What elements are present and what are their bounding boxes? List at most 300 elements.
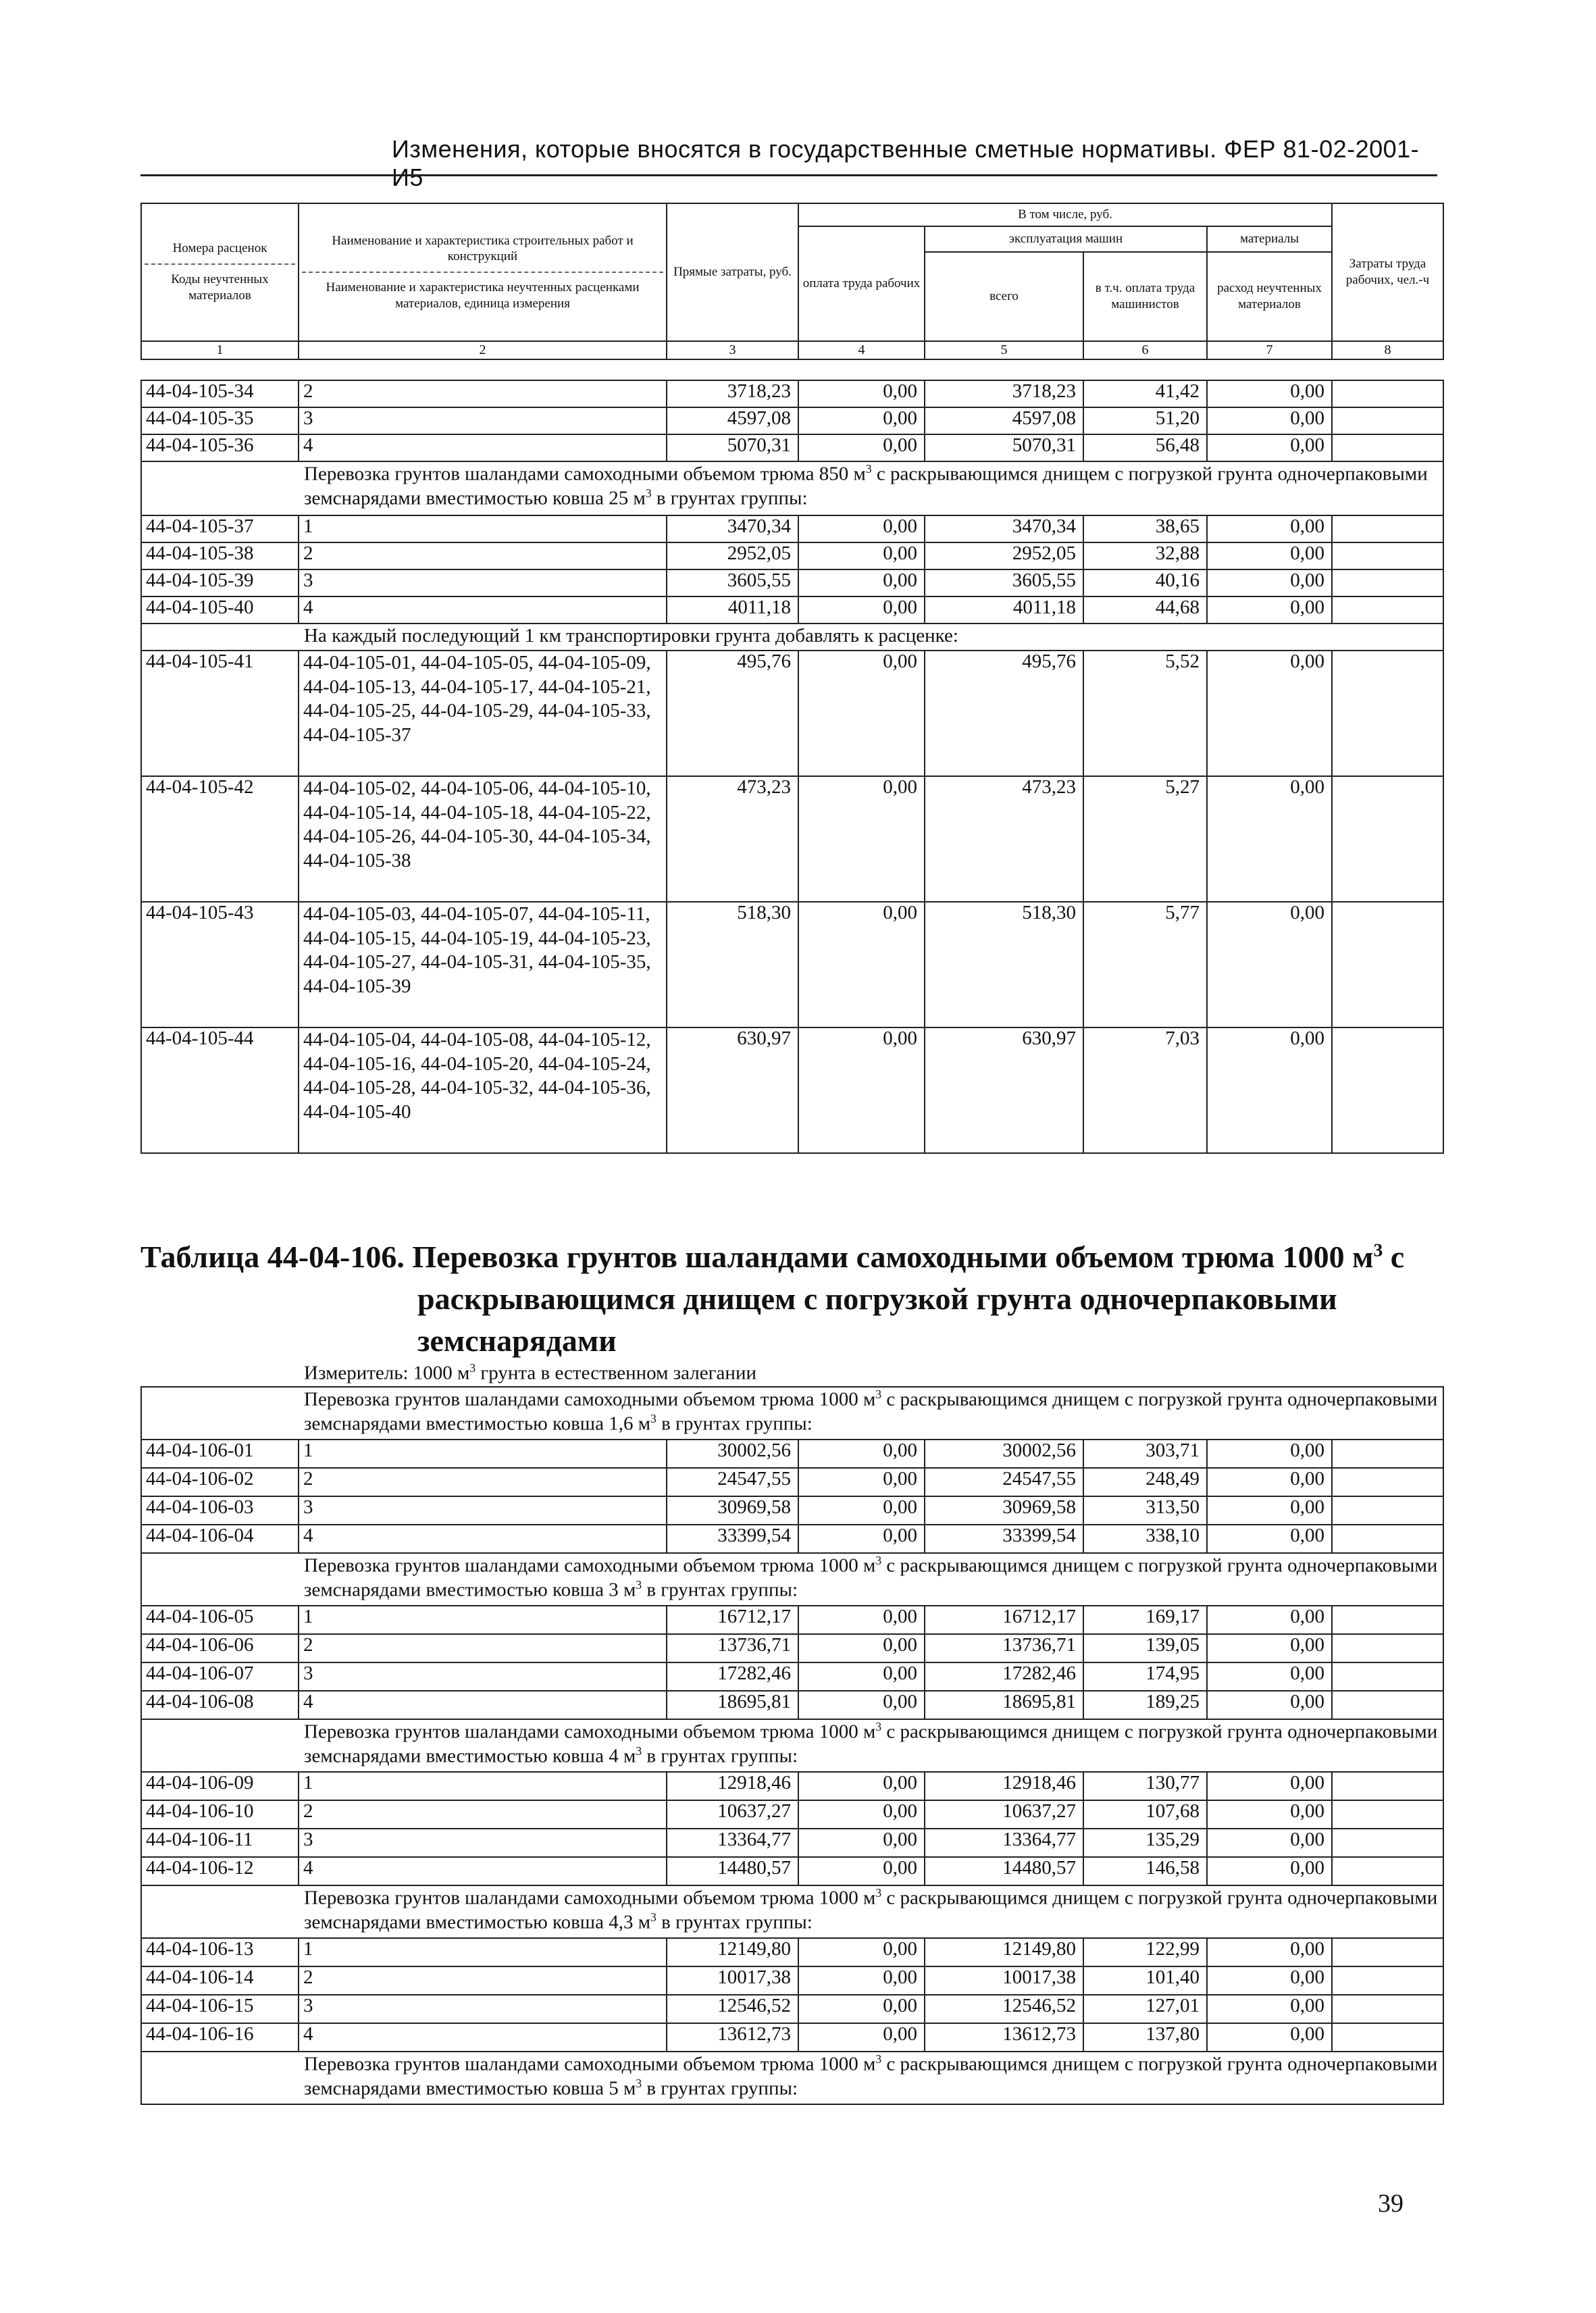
header-including: В том числе, руб. [798, 203, 1332, 226]
note-text-c: в грунтах группы: [642, 2077, 798, 2100]
direct-cost-cell: 518,30 [667, 902, 798, 1027]
rate-code-cell: 44-04-106-06 [141, 1634, 299, 1662]
labor-pay-cell: 0,00 [798, 1829, 925, 1857]
machinists-pay-cell: 135,29 [1083, 1829, 1207, 1857]
labor-pay-cell: 0,00 [798, 1634, 925, 1662]
note-text-a: Перевозка грунтов шаландами самоходными объемом трюма 1000 м [304, 1554, 876, 1577]
machinists-pay-cell: 122,99 [1083, 1938, 1207, 1966]
materials-cell: 0,00 [1207, 776, 1332, 902]
note-text-a: Перевозка грунтов шаландами самоходными объемом трюма 1000 м [304, 2053, 876, 2075]
rate-code-cell: 44-04-106-07 [141, 1662, 299, 1691]
worker-labor-cell [1332, 1606, 1443, 1634]
machines-total-cell: 14480,57 [925, 1857, 1083, 1885]
note-text-a: Перевозка грунтов шаландами самоходными объемом трюма 1000 м [304, 1887, 876, 1909]
machinists-pay-cell: 137,80 [1083, 2023, 1207, 2052]
direct-cost-cell: 12918,46 [667, 1772, 798, 1800]
labor-pay-cell: 0,00 [798, 515, 925, 542]
upper-data-table [140, 380, 1444, 1154]
machinists-pay-cell: 44,68 [1083, 596, 1207, 624]
group-note [141, 624, 1443, 651]
superscript: 3 [469, 1361, 476, 1375]
col-number-2: 2 [299, 341, 667, 359]
machines-total-cell: 13736,71 [925, 1634, 1083, 1662]
table-row [141, 569, 1443, 596]
superscript: 3 [1373, 1239, 1383, 1261]
rate-code-cell: 44-04-106-03 [141, 1496, 299, 1525]
superscript: 3 [875, 1720, 882, 1733]
col-number-1: 1 [141, 341, 299, 359]
machines-total-cell: 30969,58 [925, 1496, 1083, 1525]
name-cell: 4 [299, 1525, 667, 1553]
machines-total-cell: 10017,38 [925, 1966, 1083, 1995]
col-number-7: 7 [1207, 341, 1332, 359]
note-text-a: Перевозка грунтов шаландами самоходными объемом трюма 1000 м [304, 1721, 876, 1743]
machines-total-cell: 3470,34 [925, 515, 1083, 542]
machines-total-cell: 630,97 [925, 1027, 1083, 1153]
labor-pay-cell: 0,00 [798, 902, 925, 1027]
machines-total-cell: 518,30 [925, 902, 1083, 1027]
direct-cost-cell: 17282,46 [667, 1662, 798, 1691]
machinists-pay-cell: 127,01 [1083, 1995, 1207, 2023]
table-row [141, 380, 1443, 407]
labor-pay-cell: 0,00 [798, 434, 925, 461]
rate-code-cell: 44-04-105-35 [141, 407, 299, 434]
machines-total-cell: 33399,54 [925, 1525, 1083, 1553]
name-cell: 2 [299, 380, 667, 407]
table-106-title [140, 1236, 1444, 1362]
materials-cell: 0,00 [1207, 1995, 1332, 2023]
machines-total-cell: 12149,80 [925, 1938, 1083, 1966]
direct-cost-cell: 16712,17 [667, 1606, 798, 1634]
materials-cell: 0,00 [1207, 1857, 1332, 1885]
machines-total-cell: 30002,56 [925, 1440, 1083, 1468]
rate-code-cell: 44-04-106-08 [141, 1691, 299, 1719]
name-cell: 3 [299, 1662, 667, 1691]
materials-cell: 0,00 [1207, 1829, 1332, 1857]
note-text-a: Перевозка грунтов шаландами самоходными объемом трюма 1000 м [304, 1388, 876, 1410]
materials-cell: 0,00 [1207, 1800, 1332, 1829]
direct-cost-cell: 12149,80 [667, 1938, 798, 1966]
machines-total-cell: 4597,08 [925, 407, 1083, 434]
rate-code-cell: 44-04-105-37 [141, 515, 299, 542]
rate-code-cell: 44-04-106-15 [141, 1995, 299, 2023]
direct-cost-cell: 30002,56 [667, 1440, 798, 1468]
group-note-row [141, 1553, 1443, 1606]
materials-cell: 0,00 [1207, 1662, 1332, 1691]
note-text-b: с раскрывающимся днищем с погрузкой грунта одночерпаковыми земснарядами вместимостью ковша 1,6 м [304, 1388, 1438, 1435]
name-cell: 44-04-105-03, 44-04-105-07, 44-04-105-11, 44-04-105-15, 44-04-105-19, 44-04-105-23, 44-04-105-27, 44-04-105-31, 44-04-105-35, 44-04-105-39 [299, 902, 667, 1027]
name-cell: 4 [299, 596, 667, 624]
direct-cost-cell: 13364,77 [667, 1829, 798, 1857]
worker-labor-cell [1332, 902, 1443, 1027]
superscript: 3 [636, 2077, 642, 2091]
rate-code-cell: 44-04-106-12 [141, 1857, 299, 1885]
name-cell: 1 [299, 1440, 667, 1468]
superscript: 3 [875, 1554, 882, 1567]
worker-labor-cell [1332, 1772, 1443, 1800]
rate-code-cell: 44-04-106-02 [141, 1468, 299, 1496]
measure-text-b: грунта в естественном залегании [475, 1362, 756, 1384]
worker-labor-cell [1332, 596, 1443, 624]
labor-pay-cell: 0,00 [798, 1440, 925, 1468]
materials-cell: 0,00 [1207, 1468, 1332, 1496]
labor-pay-cell: 0,00 [798, 1027, 925, 1153]
table-row [141, 1496, 1443, 1525]
table-row [141, 1662, 1443, 1691]
machinists-pay-cell: 5,77 [1083, 902, 1207, 1027]
materials-cell: 0,00 [1207, 434, 1332, 461]
name-cell: 44-04-105-04, 44-04-105-08, 44-04-105-12, 44-04-105-16, 44-04-105-20, 44-04-105-24, 44-04-105-28, 44-04-105-32, 44-04-105-36, 44-04-105-40 [299, 1027, 667, 1153]
machines-total-cell: 18695,81 [925, 1691, 1083, 1719]
machines-total-cell: 24547,55 [925, 1468, 1083, 1496]
table-row [141, 1606, 1443, 1634]
labor-pay-cell: 0,00 [798, 1800, 925, 1829]
machinists-pay-cell: 38,65 [1083, 515, 1207, 542]
machines-total-cell: 17282,46 [925, 1662, 1083, 1691]
rate-code-cell: 44-04-105-40 [141, 596, 299, 624]
machinists-pay-cell: 7,03 [1083, 1027, 1207, 1153]
worker-labor-cell [1332, 776, 1443, 902]
labor-pay-cell: 0,00 [798, 651, 925, 776]
materials-cell: 0,00 [1207, 1440, 1332, 1468]
worker-labor-cell [1332, 1800, 1443, 1829]
table-title-line3: земснарядами [417, 1323, 617, 1358]
machines-total-cell: 495,76 [925, 651, 1083, 776]
table-row [141, 515, 1443, 542]
worker-labor-cell [1332, 407, 1443, 434]
worker-labor-cell [1332, 1634, 1443, 1662]
table-title-line1-end: с [1383, 1240, 1405, 1274]
header-labor-pay: оплата труда рабочих [798, 226, 925, 341]
labor-pay-cell: 0,00 [798, 542, 925, 569]
name-cell: 44-04-105-01, 44-04-105-05, 44-04-105-09, 44-04-105-13, 44-04-105-17, 44-04-105-21, 44-04-105-25, 44-04-105-29, 44-04-105-33, 44-04-105-37 [299, 651, 667, 776]
rate-code-cell: 44-04-105-36 [141, 434, 299, 461]
direct-cost-cell: 14480,57 [667, 1857, 798, 1885]
group-note [141, 1719, 1443, 1772]
table-106-data [140, 1386, 1444, 2105]
superscript: 3 [875, 2052, 882, 2066]
labor-pay-cell: 0,00 [798, 596, 925, 624]
page-number: 39 [1378, 2189, 1404, 2218]
worker-labor-cell [1332, 1027, 1443, 1153]
name-cell: 1 [299, 1606, 667, 1634]
materials-cell: 0,00 [1207, 1772, 1332, 1800]
machines-total-cell: 4011,18 [925, 596, 1083, 624]
machinists-pay-cell: 146,58 [1083, 1857, 1207, 1885]
group-note-row [141, 461, 1443, 515]
header-unaccounted-materials: расход неучтенных материалов [1207, 252, 1332, 341]
group-note [141, 2052, 1443, 2104]
header-machines: эксплуатация машин [925, 226, 1207, 252]
superscript: 3 [636, 1578, 642, 1592]
table-row [141, 902, 1443, 1027]
rate-code-cell: 44-04-106-04 [141, 1525, 299, 1553]
name-cell: 4 [299, 1691, 667, 1719]
worker-labor-cell [1332, 1496, 1443, 1525]
table-row [141, 407, 1443, 434]
header-names-bottom: Наименование и характеристика неучтенных расценками материалов, единица измерения [326, 280, 640, 311]
superscript: 3 [645, 486, 652, 501]
name-cell: 1 [299, 1772, 667, 1800]
group-note [141, 1387, 1443, 1440]
group-note [141, 1553, 1443, 1606]
table-row [141, 1938, 1443, 1966]
labor-pay-cell: 0,00 [798, 1525, 925, 1553]
header-machines-total: всего [925, 252, 1083, 341]
table-row [141, 596, 1443, 624]
materials-cell: 0,00 [1207, 596, 1332, 624]
name-cell: 3 [299, 1829, 667, 1857]
direct-cost-cell: 630,97 [667, 1027, 798, 1153]
direct-cost-cell: 10637,27 [667, 1800, 798, 1829]
direct-cost-cell: 33399,54 [667, 1525, 798, 1553]
machinists-pay-cell: 107,68 [1083, 1800, 1207, 1829]
note-text-b: с раскрывающимся днищем с погрузкой грунта одночерпаковыми земснарядами вместимостью ковша 3 м [304, 1554, 1438, 1601]
machines-total-cell: 12918,46 [925, 1772, 1083, 1800]
name-cell: 2 [299, 542, 667, 569]
machines-total-cell: 16712,17 [925, 1606, 1083, 1634]
worker-labor-cell [1332, 651, 1443, 776]
col-number-3: 3 [667, 341, 798, 359]
direct-cost-cell: 24547,55 [667, 1468, 798, 1496]
worker-labor-cell [1332, 1468, 1443, 1496]
direct-cost-cell: 10017,38 [667, 1966, 798, 1995]
table-row [141, 1027, 1443, 1153]
group-note [141, 461, 1443, 515]
note-text-b: с раскрывающимся днищем с погрузкой грунта одночерпаковыми земснарядами вместимостью ковша 5 м [304, 2053, 1438, 2100]
table-row [141, 1634, 1443, 1662]
machinists-pay-cell: 32,88 [1083, 542, 1207, 569]
materials-cell: 0,00 [1207, 651, 1332, 776]
worker-labor-cell [1332, 434, 1443, 461]
worker-labor-cell [1332, 1857, 1443, 1885]
machinists-pay-cell: 248,49 [1083, 1468, 1207, 1496]
machinists-pay-cell: 189,25 [1083, 1691, 1207, 1719]
table-title-line1: Таблица 44-04-106. Перевозка грунтов шаландами самоходными объемом трюма 1000 м [140, 1240, 1374, 1274]
superscript: 3 [650, 1412, 657, 1426]
labor-pay-cell: 0,00 [798, 1691, 925, 1719]
group-note [141, 1885, 1443, 1938]
rate-code-cell: 44-04-105-38 [141, 542, 299, 569]
worker-labor-cell [1332, 1440, 1443, 1468]
materials-cell: 0,00 [1207, 1938, 1332, 1966]
labor-pay-cell: 0,00 [798, 1966, 925, 1995]
machinists-pay-cell: 169,17 [1083, 1606, 1207, 1634]
note-text-c: в грунтах группы: [651, 487, 808, 509]
worker-labor-cell [1332, 1938, 1443, 1966]
direct-cost-cell: 2952,05 [667, 542, 798, 569]
machinists-pay-cell: 5,27 [1083, 776, 1207, 902]
rate-code-cell: 44-04-106-14 [141, 1966, 299, 1995]
table-row [141, 1829, 1443, 1857]
materials-cell: 0,00 [1207, 1496, 1332, 1525]
rate-code-cell: 44-04-105-39 [141, 569, 299, 596]
note-text-a: На каждый последующий 1 км транспортировки грунта добавлять к расценке: [304, 625, 958, 646]
labor-pay-cell: 0,00 [798, 1606, 925, 1634]
rate-code-cell: 44-04-105-43 [141, 902, 299, 1027]
header-names [299, 203, 667, 341]
labor-pay-cell: 0,00 [798, 1468, 925, 1496]
machinists-pay-cell: 130,77 [1083, 1772, 1207, 1800]
name-cell: 1 [299, 515, 667, 542]
direct-cost-cell: 473,23 [667, 776, 798, 902]
worker-labor-cell [1332, 569, 1443, 596]
materials-cell: 0,00 [1207, 1691, 1332, 1719]
table-row [141, 434, 1443, 461]
worker-labor-cell [1332, 542, 1443, 569]
direct-cost-cell: 3718,23 [667, 380, 798, 407]
worker-labor-cell [1332, 515, 1443, 542]
measure-text-a: Измеритель: 1000 м [304, 1362, 470, 1384]
labor-pay-cell: 0,00 [798, 407, 925, 434]
group-note-row [141, 1387, 1443, 1440]
page-header-title: Изменения, которые вносятся в государственные сметные нормативы. ФЕР 81-02-2001-И5 [392, 135, 1420, 191]
worker-labor-cell [1332, 380, 1443, 407]
note-text-b: с раскрывающимся днищем с погрузкой грунта одночерпаковыми земснарядами вместимостью ковша 4,3 м [304, 1887, 1438, 1933]
header-worker-labor: Затраты труда рабочих, чел.-ч [1332, 203, 1443, 341]
direct-cost-cell: 13612,73 [667, 2023, 798, 2052]
materials-cell: 0,00 [1207, 515, 1332, 542]
machinists-pay-cell: 303,71 [1083, 1440, 1207, 1468]
rate-code-cell: 44-04-105-44 [141, 1027, 299, 1153]
header-materials: материалы [1207, 226, 1332, 252]
machinists-pay-cell: 139,05 [1083, 1634, 1207, 1662]
machines-total-cell: 3605,55 [925, 569, 1083, 596]
rate-code-cell: 44-04-106-13 [141, 1938, 299, 1966]
table-row [141, 1468, 1443, 1496]
machinists-pay-cell: 101,40 [1083, 1966, 1207, 1995]
note-text-c: в грунтах группы: [642, 1579, 798, 1601]
name-cell: 44-04-105-02, 44-04-105-06, 44-04-105-10, 44-04-105-14, 44-04-105-18, 44-04-105-22, 44-04-105-26, 44-04-105-30, 44-04-105-34, 44-04-105-38 [299, 776, 667, 902]
machines-total-cell: 3718,23 [925, 380, 1083, 407]
table-row [141, 776, 1443, 902]
direct-cost-cell: 18695,81 [667, 1691, 798, 1719]
header-rule [140, 174, 1437, 176]
table-row [141, 1966, 1443, 1995]
materials-cell: 0,00 [1207, 902, 1332, 1027]
measure-unit [304, 1361, 756, 1385]
header-codes-top: Номера расценок [172, 241, 267, 256]
col-number-8: 8 [1332, 341, 1443, 359]
machines-total-cell: 2952,05 [925, 542, 1083, 569]
labor-pay-cell: 0,00 [798, 1496, 925, 1525]
worker-labor-cell [1332, 1995, 1443, 2023]
labor-pay-cell: 0,00 [798, 1662, 925, 1691]
superscript: 3 [875, 1886, 882, 1900]
rate-code-cell: 44-04-106-16 [141, 2023, 299, 2052]
direct-cost-cell: 12546,52 [667, 1995, 798, 2023]
note-text-a: Перевозка грунтов шаландами самоходными объемом трюма 850 м [304, 463, 866, 485]
name-cell: 3 [299, 569, 667, 596]
name-cell: 4 [299, 434, 667, 461]
labor-pay-cell: 0,00 [798, 1772, 925, 1800]
worker-labor-cell [1332, 2023, 1443, 2052]
machinists-pay-cell: 5,52 [1083, 651, 1207, 776]
rate-code-cell: 44-04-106-10 [141, 1800, 299, 1829]
name-cell: 3 [299, 407, 667, 434]
materials-cell: 0,00 [1207, 542, 1332, 569]
direct-cost-cell: 5070,31 [667, 434, 798, 461]
header-direct-costs: Прямые затраты, руб. [667, 203, 798, 341]
labor-pay-cell: 0,00 [798, 1995, 925, 2023]
rate-code-cell: 44-04-106-09 [141, 1772, 299, 1800]
materials-cell: 0,00 [1207, 1606, 1332, 1634]
labor-pay-cell: 0,00 [798, 1938, 925, 1966]
worker-labor-cell [1332, 1662, 1443, 1691]
column-header-table [140, 203, 1444, 360]
machinists-pay-cell: 51,20 [1083, 407, 1207, 434]
materials-cell: 0,00 [1207, 569, 1332, 596]
note-text-c: в грунтах группы: [656, 1911, 813, 1933]
note-text-b: с раскрывающимся днищем с погрузкой грунта одночерпаковыми земснарядами вместимостью ковша 25 м [304, 463, 1428, 509]
direct-cost-cell: 4597,08 [667, 407, 798, 434]
machinists-pay-cell: 174,95 [1083, 1662, 1207, 1691]
machines-total-cell: 13612,73 [925, 2023, 1083, 2052]
header-machinists-pay: в т.ч. оплата труда машинистов [1083, 252, 1207, 341]
col-number-4: 4 [798, 341, 925, 359]
name-cell: 4 [299, 1857, 667, 1885]
direct-cost-cell: 4011,18 [667, 596, 798, 624]
col-number-5: 5 [925, 341, 1083, 359]
table-row [141, 1440, 1443, 1468]
labor-pay-cell: 0,00 [798, 1857, 925, 1885]
materials-cell: 0,00 [1207, 1525, 1332, 1553]
direct-cost-cell: 495,76 [667, 651, 798, 776]
note-text-c: в грунтах группы: [642, 1745, 798, 1767]
machines-total-cell: 13364,77 [925, 1829, 1083, 1857]
machines-total-cell: 10637,27 [925, 1800, 1083, 1829]
name-cell: 1 [299, 1938, 667, 1966]
header-names-top: Наименование и характеристика строительных работ и конструкций [332, 233, 634, 264]
materials-cell: 0,00 [1207, 1634, 1332, 1662]
machinists-pay-cell: 313,50 [1083, 1496, 1207, 1525]
labor-pay-cell: 0,00 [798, 776, 925, 902]
table-title-line2: раскрывающимся днищем с погрузкой грунта одночерпаковыми [417, 1281, 1337, 1317]
note-text-c: в грунтах группы: [656, 1413, 813, 1435]
labor-pay-cell: 0,00 [798, 2023, 925, 2052]
materials-cell: 0,00 [1207, 1027, 1332, 1153]
table-row [141, 651, 1443, 776]
materials-cell: 0,00 [1207, 1966, 1332, 1995]
machinists-pay-cell: 40,16 [1083, 569, 1207, 596]
materials-cell: 0,00 [1207, 2023, 1332, 2052]
rate-code-cell: 44-04-106-01 [141, 1440, 299, 1468]
group-note-row [141, 624, 1443, 651]
group-note-row [141, 2052, 1443, 2104]
rate-code-cell: 44-04-105-34 [141, 380, 299, 407]
worker-labor-cell [1332, 1829, 1443, 1857]
header-codes [141, 203, 299, 341]
direct-cost-cell: 13736,71 [667, 1634, 798, 1662]
machines-total-cell: 5070,31 [925, 434, 1083, 461]
table-row [141, 1772, 1443, 1800]
name-cell: 2 [299, 1468, 667, 1496]
table-row [141, 1691, 1443, 1719]
machines-total-cell: 12546,52 [925, 1995, 1083, 2023]
name-cell: 2 [299, 1966, 667, 1995]
machinists-pay-cell: 41,42 [1083, 380, 1207, 407]
table-row [141, 1857, 1443, 1885]
rate-code-cell: 44-04-106-05 [141, 1606, 299, 1634]
worker-labor-cell [1332, 1525, 1443, 1553]
worker-labor-cell [1332, 1966, 1443, 1995]
materials-cell: 0,00 [1207, 380, 1332, 407]
labor-pay-cell: 0,00 [798, 380, 925, 407]
machinists-pay-cell: 56,48 [1083, 434, 1207, 461]
superscript: 3 [865, 462, 872, 476]
rate-code-cell: 44-04-105-41 [141, 651, 299, 776]
rate-code-cell: 44-04-106-11 [141, 1829, 299, 1857]
